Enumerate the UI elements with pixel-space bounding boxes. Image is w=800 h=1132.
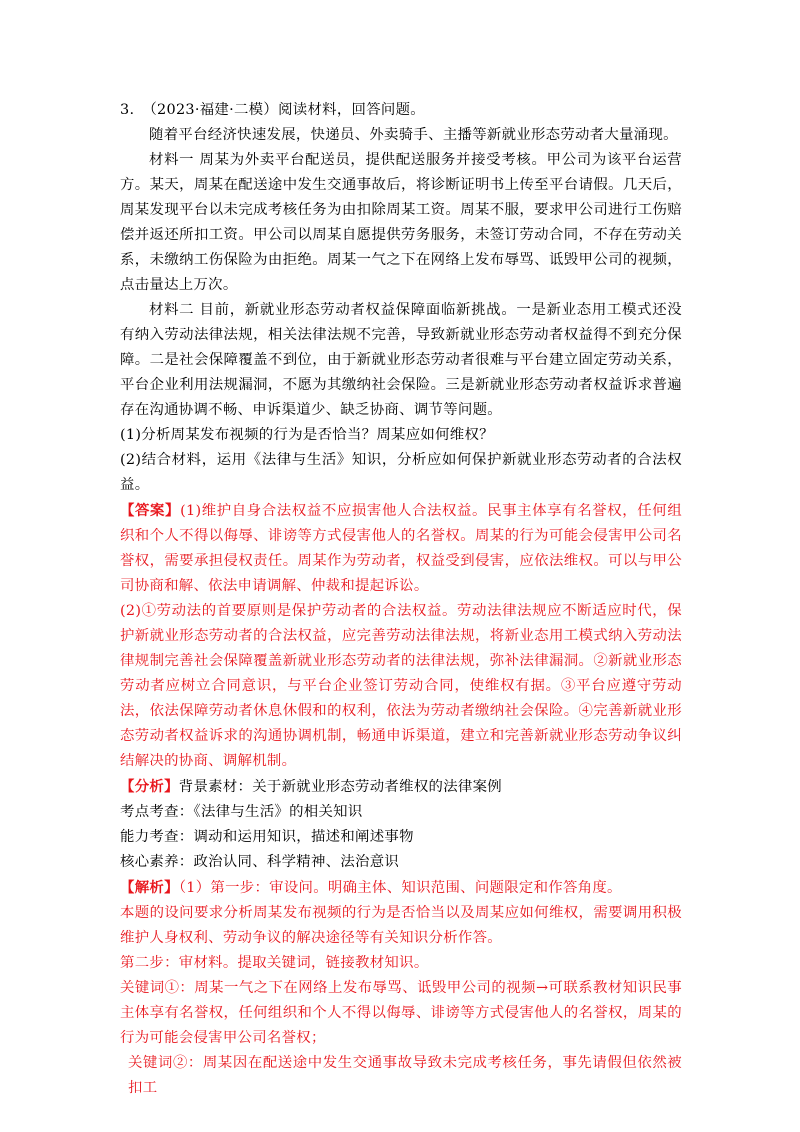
explanation-step-1 — [120, 875, 682, 901]
analysis-knowledge: 考点考查：《法律与生活》的相关知识 — [120, 804, 363, 820]
analysis-background-text: 背景素材：关于新就业形态劳动者维权的法律案例 — [178, 779, 502, 795]
answer-part-1 — [120, 498, 682, 599]
keyword-1: 关键词①：周某一气之下在网络上发布辱骂、诋毁甲公司的视频→可联系教材知识民事主体享有名誉权，任何组织和个人不得以侮辱、诽谤等方式侵害他人的名誉权，周某的行为可能会侵害甲公司名誉权； — [120, 980, 682, 1046]
explanation-step-1-text: （1）第一步：审设问。明确主体、知识范围、问题限定和作答角度。 — [178, 880, 622, 896]
answer-tag: 【答案】 — [120, 502, 181, 519]
explanation-tag: 【解析】 — [120, 879, 179, 896]
material-one: 材料一 周某为外卖平台配送员，提供配送服务并接受考核。甲公司为该平台运营方。某天，周某在配送途中发生交通事故后，将诊断证明书上传至平台请假。几天后，周某发现平台以未完成考核任务为由扣除周某工资。周某不服，要求甲公司进行工伤赔偿并返还所扣工资。甲公司以周某自愿提供劳务服务，未签订劳动合同，不存在劳动关系，未缴纳工伤保险为由拒绝。周某一气之下在网络上发布辱骂、诋毁甲公司的视频，点击量达上万次。 — [120, 152, 682, 293]
explanation-step-1-body: 本题的设问要求分析周某发布视频的行为是否恰当以及周某应如何维权，需要调用积极维护人身权利、劳动争议的解决途径等有关知识分析作答。 — [120, 905, 682, 946]
analysis-ability: 能力考查：调动和运用知识，描述和阐述事物 — [120, 829, 414, 845]
answer-part-1-text: (1)维护自身合法权益不应损害他人合法权益。民事主体享有名誉权，任何组织和个人不得以侮辱、诽谤等方式侵害他人的名誉权。周某的行为可能会侵害甲公司名誉权，需要承担侵权责任。周某作为劳动者，权益受到侵害，应依法维权。可以与甲公司协商和解、依法申请调解、仲裁和提起诉讼。 — [120, 503, 683, 594]
analysis-literacy: 核心素养：政治认同、科学精神、法治意识 — [120, 854, 400, 870]
material-two: 材料二 目前，新就业形态劳动者权益保障面临新挑战。一是新业态用工模式还没有纳入劳动法律法规，相关法律法规不完善，导致新就业形态劳动者权益得不到充分保障。二是社会保障覆盖不到位，由于新就业形态劳动者很难与平台建立固定劳动关系，平台企业利用法规漏洞，不愿为其缴纳社会保险。三是新就业形态劳动者权益诉求普遍存在沟通协调不畅、申诉渠道少、缺乏协商、调节等问题。 — [120, 302, 682, 418]
question-prompt: 阅读材料，回答问题。 — [278, 102, 425, 118]
question-header — [120, 98, 682, 123]
question-source: （2023·福建·二模） — [142, 102, 279, 118]
answer-part-2: (2)①劳动法的首要原则是保护劳动者的合法权益。劳动法律法规应不断适应时代，保护新就业形态劳动者的合法权益，应完善劳动法律法规，将新业态用工模式纳入劳动法律规制完善社会保障覆盖新就业形态劳动者的法律法规，弥补法律漏洞。②新就业形态劳动者应树立合同意识，与平台企业签订劳动合同，使维权有据。③平台应遵守劳动法，依法保障劳动者休息休假和的权利，依法为劳动者缴纳社会保险。④完善新就业形态劳动者权益诉求的沟通协调机制，畅通申诉渠道，建立和完善新就业形态劳动争议纠结解决的协商、调解机制。 — [120, 603, 682, 769]
explanation-step-2: 第二步：审材料。提取关键词，链接教材知识。 — [120, 955, 429, 971]
question-block — [120, 98, 682, 1101]
question-number: 3. — [120, 102, 135, 118]
material-intro: 随着平台经济快速发展，快递员、外卖骑手、主播等新就业形态劳动者大量涌现。 — [149, 127, 678, 143]
sub-question-2: (2)结合材料，运用《法律与生活》知识，分析应如何保护新就业形态劳动者的合法权益。 — [120, 452, 682, 493]
analysis-background — [120, 774, 682, 800]
analysis-tag: 【分析】 — [120, 778, 179, 795]
keyword-2: 关键词②：周某因在配送途中发生交通事故导致未完成考核任务，事先请假但依然被扣工 — [128, 1055, 682, 1096]
sub-question-1: (1)分析周某发布视频的行为是否恰当？周某应如何维权？ — [120, 427, 494, 443]
